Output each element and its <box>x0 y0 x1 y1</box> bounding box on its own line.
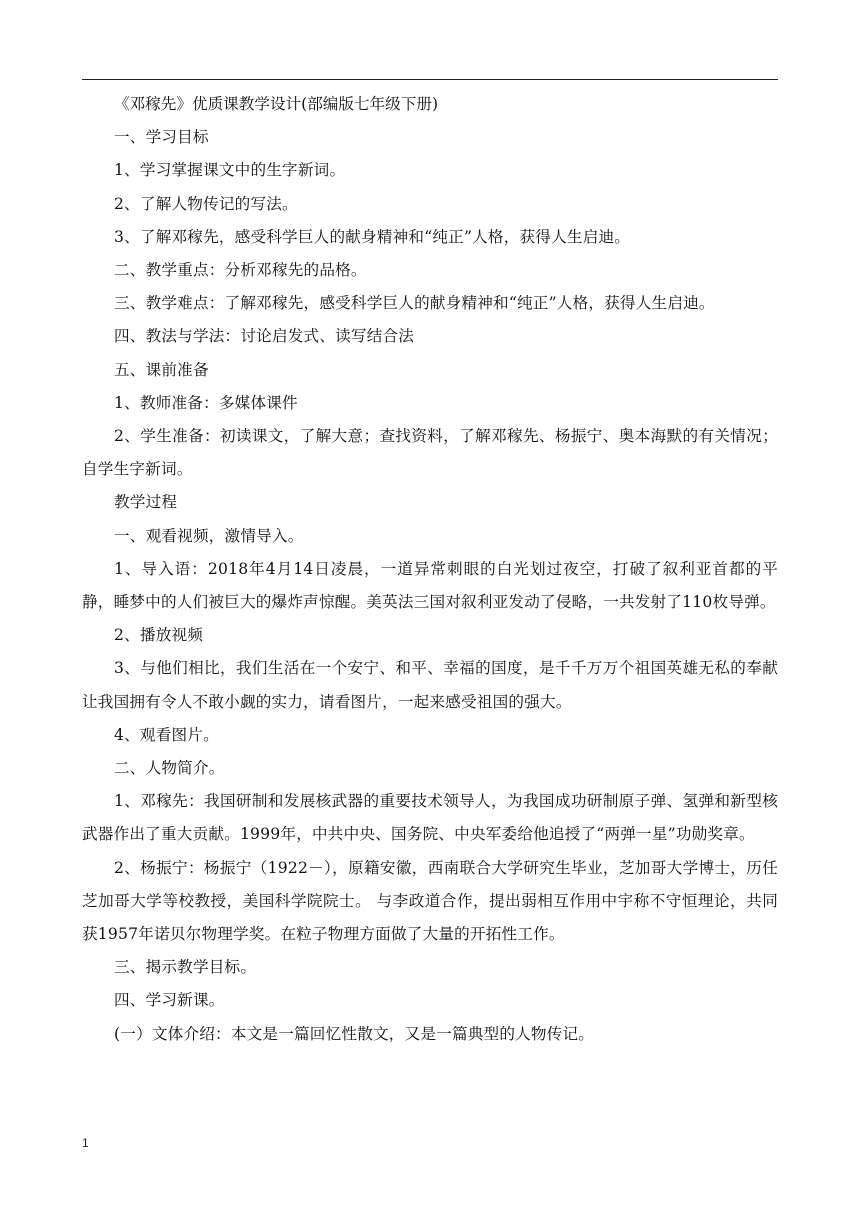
page-number: 1 <box>82 1136 89 1150</box>
list-item: 2、杨振宁：杨振宁（1922－），原籍安徽，西南联合大学研究生毕业，芝加哥大学博士，历任芝加哥大学等校教授，美国科学院院士。 与李政道合作，提出弱相互作用中宇称不守恒理论，共同获1957年诺贝尔物理学奖。在粒子物理方面做了大量的开拓性工作。 <box>82 858 778 944</box>
list-item: 3、与他们相比，我们生活在一个安宁、和平、幸福的国度，是千千万万个祖国英雄无私的奉献让我国拥有令人不敢小觑的实力，请看图片，一起来感受祖国的强大。 <box>82 659 778 711</box>
section-heading: 教学过程 <box>114 493 178 512</box>
list-item: 1、导入语：2018年4月14日凌晨，一道异常刺眼的白光划过夜空，打破了叙利亚首都的平静，睡梦中的人们被巨大的爆炸声惊醒。美英法三国对叙利亚发动了侵略，一共发射了110枚导弹。 <box>82 559 778 612</box>
section-heading: 五、课前准备 <box>114 360 209 379</box>
section-heading: 二、人物简介。 <box>114 759 225 778</box>
list-item: 3、了解邓稼先，感受科学巨人的献身精神和“纯正”人格，获得人生启迪。 <box>114 227 631 246</box>
section-heading: 一、学习目标 <box>114 128 209 147</box>
list-item: 1、邓稼先：我国研制和发展核武器的重要技术领导人，为我国成功研制原子弹、氢弹和新型核武器作出了重大贡献。1999年，中共中央、国务院、中央军委给他追授了“两弹一星”功勋奖章。 <box>82 792 778 844</box>
document-body <box>82 88 778 1051</box>
header-rule <box>82 79 778 80</box>
section-heading: 一、观看视频，激情导入。 <box>114 526 304 545</box>
list-item: 2、了解人物传记的写法。 <box>114 194 298 213</box>
document-title: 《邓稼先》优质课教学设计(部编版七年级下册) <box>114 95 439 113</box>
list-item: 4、观看图片。 <box>114 725 219 744</box>
list-item: (一）文体介绍：本文是一篇回忆性散文，又是一篇典型的人物传记。 <box>114 1024 595 1043</box>
list-item: 2、学生准备：初读课文，了解大意；查找资料，了解邓稼先、杨振宁、奥本海默的有关情况；自学生字新词。 <box>82 427 778 479</box>
section-heading: 三、教学难点：了解邓稼先，感受科学巨人的献身精神和“纯正”人格，获得人生启迪。 <box>114 294 715 313</box>
list-item: 1、教师准备：多媒体课件 <box>114 393 298 412</box>
section-heading: 三、揭示教学目标。 <box>114 958 257 977</box>
section-heading: 二、教学重点：分析邓稼先的品格。 <box>114 261 367 280</box>
section-heading: 四、学习新课。 <box>114 991 225 1010</box>
section-heading: 四、教法与学法：讨论启发式、读写结合法 <box>114 327 415 346</box>
list-item: 1、学习掌握课文中的生字新词。 <box>114 161 346 180</box>
list-item: 2、播放视频 <box>114 626 204 645</box>
